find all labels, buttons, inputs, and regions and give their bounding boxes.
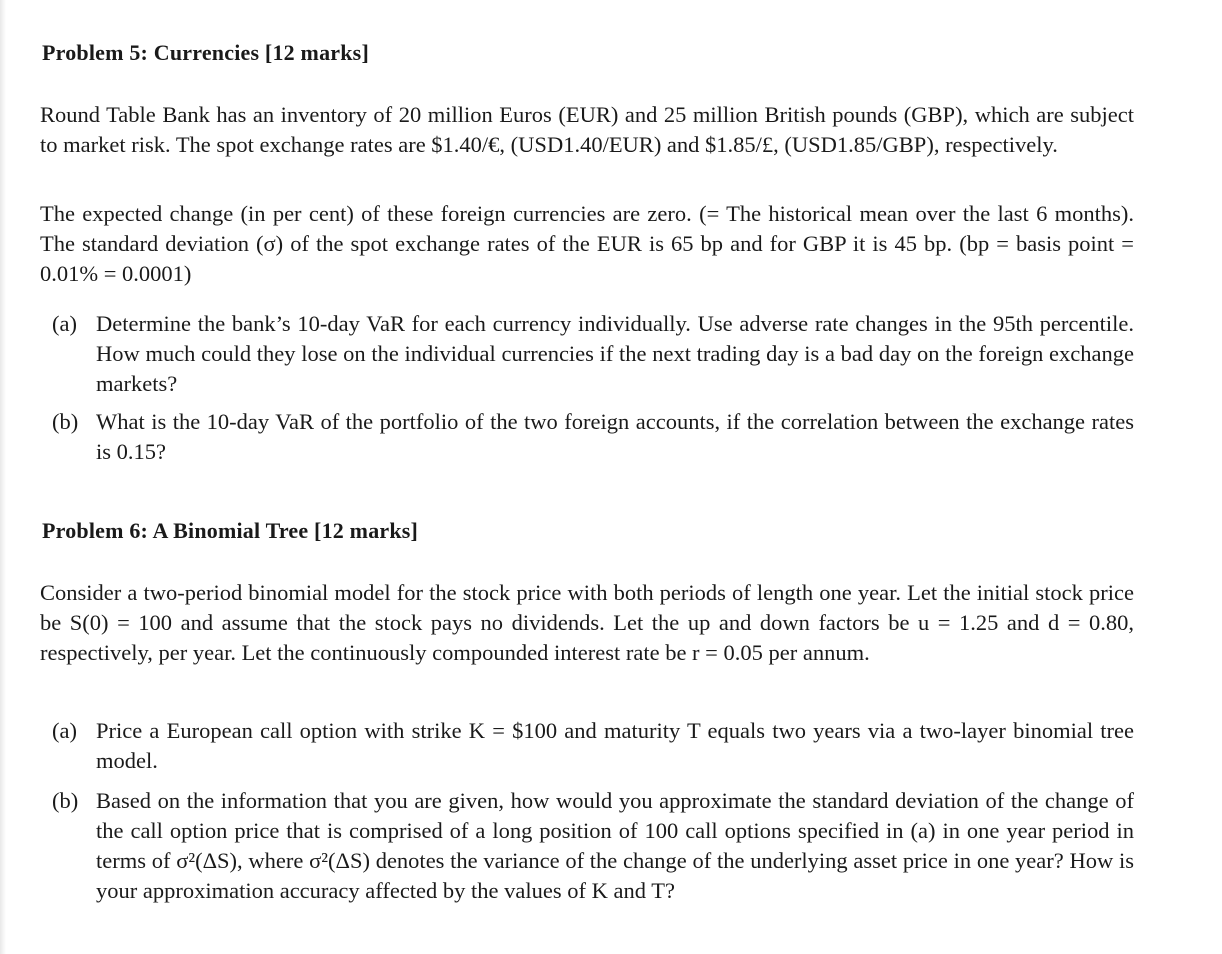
problem-5-details: The expected change (in per cent) of these foreign currencies are zero. (= The historical mean over the last 6 months). The standard deviation (σ) of the spot exchange rates of the EUR is 65 bp and for GBP it is 45 bp. (bp = basis point = 0.01% = 0.0001) — [40, 201, 1134, 286]
problem-6-part-a-text: Price a European call option with strike K = $100 and maturity T equals two years via a two-layer binomial tree model. — [96, 718, 1134, 773]
problem-6-part-b-label: (b) — [52, 788, 79, 813]
problem-5-part-b-label: (b) — [52, 409, 79, 434]
problem-5-part-a — [52, 309, 1134, 399]
problem-6-intro: Consider a two-period binomial model for the stock price with both periods of length one year. Let the initial stock price be S(0) = 100 and assume that the stock pays no dividends. Let the up and down factors be u = 1.25 and d = 0.80, respectively, per year. Let the continuously compounded interest rate be r = 0.05 per annum. — [40, 580, 1134, 665]
problem-6-part-b-text: Based on the information that you are given, how would you approximate the standard deviation of the change of the call option price that is comprised of a long position of 100 call options specified in (a) in one year period in terms of σ²(ΔS), where σ²(ΔS) denotes the variance of the change of the underlying asset price in one year? How is your approximation accuracy affected by the values of K and T? — [96, 788, 1134, 903]
problem-5-heading: Problem 5: Currencies [12 marks] — [42, 40, 369, 65]
problem-5-intro: Round Table Bank has an inventory of 20 million Euros (EUR) and 25 million British pounds (GBP), which are subject to market risk. The spot exchange rates are $1.40/€, (USD1.40/EUR) and $1.85/£, (USD1.85/GBP), respectively. — [40, 102, 1134, 157]
problem-6-part-a — [52, 716, 1134, 776]
problem-6-part-a-label: (a) — [52, 718, 77, 743]
problem-5-part-a-text: Determine the bank’s 10-day VaR for each currency individually. Use adverse rate changes in the 95th percentile. How much could they lose on the individual currencies if the next trading day is a bad day on the foreign exchange markets? — [96, 311, 1134, 396]
problem-5-part-a-label: (a) — [52, 311, 77, 336]
problem-6-heading: Problem 6: A Binomial Tree [12 marks] — [42, 518, 419, 543]
problem-5-part-b-text: What is the 10-day VaR of the portfolio of the two foreign accounts, if the correlation between the exchange rates is 0.15? — [96, 409, 1134, 464]
problem-6-part-b — [52, 786, 1134, 906]
problem-5-part-b — [52, 407, 1134, 467]
page-edge-shadow — [0, 0, 6, 954]
